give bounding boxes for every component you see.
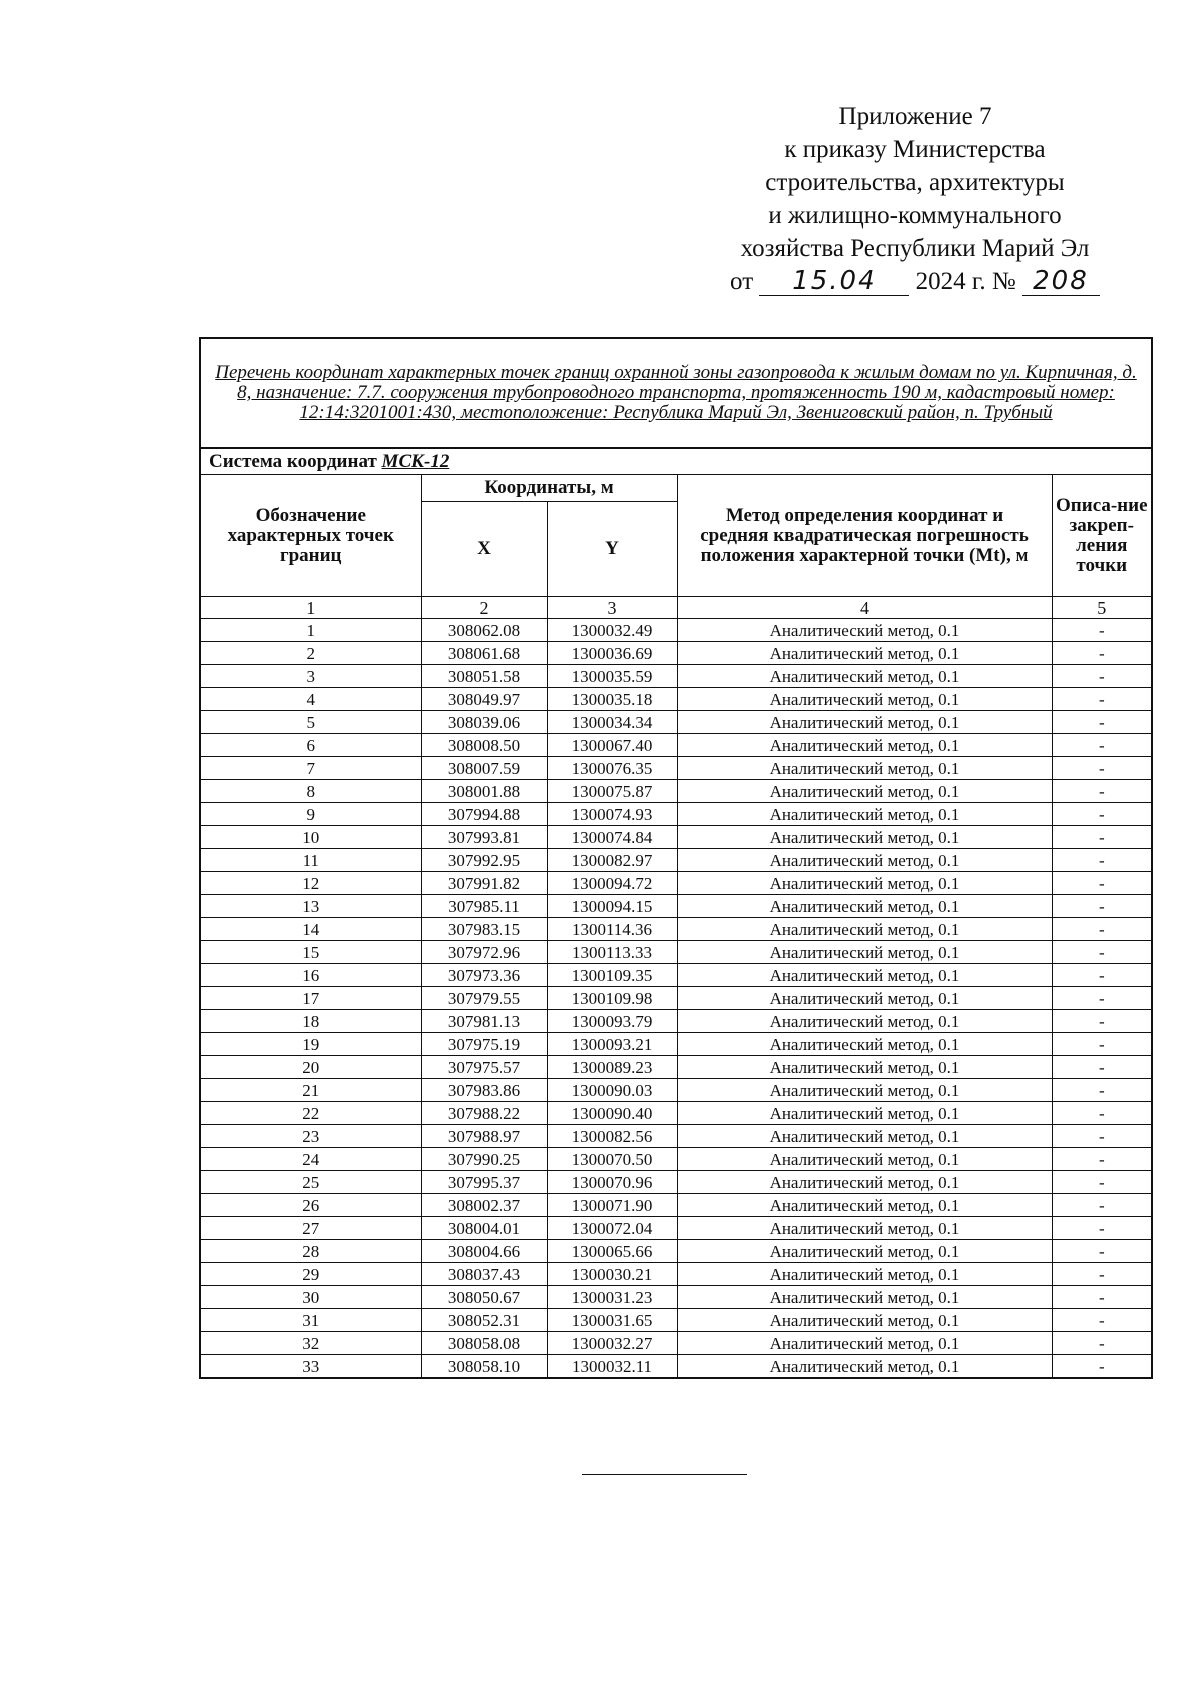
y-cell: 1300034.34 bbox=[547, 711, 677, 734]
x-cell: 308004.01 bbox=[421, 1217, 547, 1240]
table-row bbox=[200, 734, 1152, 757]
method-cell: Аналитический метод, 0.1 bbox=[677, 1332, 1052, 1355]
coordinate-system-label: Система координат bbox=[209, 450, 377, 472]
description-cell: - bbox=[1052, 849, 1152, 872]
description-cell: - bbox=[1052, 826, 1152, 849]
description-cell: - bbox=[1052, 1148, 1152, 1171]
table-row bbox=[200, 1286, 1152, 1309]
x-cell: 307993.81 bbox=[421, 826, 547, 849]
description-cell: - bbox=[1052, 1355, 1152, 1379]
method-cell: Аналитический метод, 0.1 bbox=[677, 849, 1052, 872]
y-cell: 1300032.49 bbox=[547, 619, 677, 642]
x-cell: 307981.13 bbox=[421, 1010, 547, 1033]
point-cell: 14 bbox=[200, 918, 421, 941]
point-cell: 1 bbox=[200, 619, 421, 642]
table-row bbox=[200, 619, 1152, 642]
method-cell: Аналитический метод, 0.1 bbox=[677, 734, 1052, 757]
table-row bbox=[200, 1010, 1152, 1033]
method-cell: Аналитический метод, 0.1 bbox=[677, 1240, 1052, 1263]
y-cell: 1300030.21 bbox=[547, 1263, 677, 1286]
description-cell: - bbox=[1052, 665, 1152, 688]
method-cell: Аналитический метод, 0.1 bbox=[677, 1102, 1052, 1125]
x-cell: 308049.97 bbox=[421, 688, 547, 711]
table-row bbox=[200, 803, 1152, 826]
header-x: X bbox=[421, 502, 547, 597]
point-cell: 19 bbox=[200, 1033, 421, 1056]
description-cell: - bbox=[1052, 642, 1152, 665]
y-cell: 1300093.79 bbox=[547, 1010, 677, 1033]
y-cell: 1300075.87 bbox=[547, 780, 677, 803]
description-cell: - bbox=[1052, 1171, 1152, 1194]
y-cell: 1300082.97 bbox=[547, 849, 677, 872]
y-cell: 1300089.23 bbox=[547, 1056, 677, 1079]
description-cell: - bbox=[1052, 1332, 1152, 1355]
y-cell: 1300035.18 bbox=[547, 688, 677, 711]
point-cell: 28 bbox=[200, 1240, 421, 1263]
method-cell: Аналитический метод, 0.1 bbox=[677, 872, 1052, 895]
x-cell: 308052.31 bbox=[421, 1309, 547, 1332]
x-cell: 307991.82 bbox=[421, 872, 547, 895]
method-cell: Аналитический метод, 0.1 bbox=[677, 987, 1052, 1010]
table-row bbox=[200, 757, 1152, 780]
description-cell: - bbox=[1052, 1217, 1152, 1240]
table-row bbox=[200, 872, 1152, 895]
point-cell: 21 bbox=[200, 1079, 421, 1102]
table-row bbox=[200, 918, 1152, 941]
x-cell: 308001.88 bbox=[421, 780, 547, 803]
handwritten-number: 208 bbox=[1033, 266, 1089, 296]
point-cell: 3 bbox=[200, 665, 421, 688]
x-cell: 307983.15 bbox=[421, 918, 547, 941]
x-cell: 308058.08 bbox=[421, 1332, 547, 1355]
point-cell: 31 bbox=[200, 1309, 421, 1332]
y-cell: 1300114.36 bbox=[547, 918, 677, 941]
point-cell: 32 bbox=[200, 1332, 421, 1355]
method-cell: Аналитический метод, 0.1 bbox=[677, 1125, 1052, 1148]
point-cell: 30 bbox=[200, 1286, 421, 1309]
y-cell: 1300094.72 bbox=[547, 872, 677, 895]
table-row bbox=[200, 1102, 1152, 1125]
x-cell: 308061.68 bbox=[421, 642, 547, 665]
description-cell: - bbox=[1052, 964, 1152, 987]
x-cell: 308050.67 bbox=[421, 1286, 547, 1309]
coordinates-table-body bbox=[200, 619, 1152, 1379]
column-number: 4 bbox=[677, 597, 1052, 619]
coordinate-system bbox=[200, 448, 1152, 475]
method-cell: Аналитический метод, 0.1 bbox=[677, 665, 1052, 688]
header-y: Y bbox=[547, 502, 677, 597]
description-cell: - bbox=[1052, 1309, 1152, 1332]
method-cell: Аналитический метод, 0.1 bbox=[677, 1286, 1052, 1309]
description-cell: - bbox=[1052, 1194, 1152, 1217]
y-cell: 1300070.96 bbox=[547, 1171, 677, 1194]
header-point-designation: Обозначение характерных точек границ bbox=[200, 475, 421, 597]
y-cell: 1300032.11 bbox=[547, 1355, 677, 1379]
method-cell: Аналитический метод, 0.1 bbox=[677, 1056, 1052, 1079]
table-row bbox=[200, 849, 1152, 872]
number-underline bbox=[1022, 268, 1100, 296]
point-cell: 4 bbox=[200, 688, 421, 711]
appendix-line-4: и жилищно-коммунального bbox=[768, 202, 1062, 229]
description-cell: - bbox=[1052, 872, 1152, 895]
table-row bbox=[200, 987, 1152, 1010]
point-cell: 33 bbox=[200, 1355, 421, 1379]
description-cell: - bbox=[1052, 941, 1152, 964]
x-cell: 307992.95 bbox=[421, 849, 547, 872]
table-row bbox=[200, 1332, 1152, 1355]
method-cell: Аналитический метод, 0.1 bbox=[677, 1033, 1052, 1056]
description-cell: - bbox=[1052, 1033, 1152, 1056]
method-cell: Аналитический метод, 0.1 bbox=[677, 1263, 1052, 1286]
point-cell: 26 bbox=[200, 1194, 421, 1217]
appendix-line-2: к приказу Министерства bbox=[784, 136, 1046, 163]
year-number-label: 2024 г. № bbox=[915, 268, 1016, 295]
appendix-line-3: строительства, архитектуры bbox=[765, 169, 1065, 196]
appendix-header bbox=[700, 100, 1130, 298]
description-cell: - bbox=[1052, 895, 1152, 918]
y-cell: 1300090.40 bbox=[547, 1102, 677, 1125]
x-cell: 308037.43 bbox=[421, 1263, 547, 1286]
header-description: Описа-ние закреп-ления точки bbox=[1052, 475, 1152, 597]
header-method: Метод определения координат и средняя квадратическая погрешность положения характерной точки (Mt), м bbox=[677, 475, 1052, 597]
x-cell: 308062.08 bbox=[421, 619, 547, 642]
table-row bbox=[200, 1240, 1152, 1263]
date-underline bbox=[759, 268, 909, 296]
y-cell: 1300071.90 bbox=[547, 1194, 677, 1217]
point-cell: 27 bbox=[200, 1217, 421, 1240]
y-cell: 1300031.23 bbox=[547, 1286, 677, 1309]
method-cell: Аналитический метод, 0.1 bbox=[677, 642, 1052, 665]
table-row bbox=[200, 780, 1152, 803]
x-cell: 307972.96 bbox=[421, 941, 547, 964]
y-cell: 1300072.04 bbox=[547, 1217, 677, 1240]
coordinates-table bbox=[199, 337, 1153, 1379]
point-cell: 20 bbox=[200, 1056, 421, 1079]
coordinate-system-value: МСК-12 bbox=[381, 450, 450, 472]
y-cell: 1300093.21 bbox=[547, 1033, 677, 1056]
method-cell: Аналитический метод, 0.1 bbox=[677, 1010, 1052, 1033]
appendix-line-5: хозяйства Республики Марий Эл bbox=[740, 235, 1090, 262]
y-cell: 1300109.98 bbox=[547, 987, 677, 1010]
description-cell: - bbox=[1052, 918, 1152, 941]
x-cell: 308051.58 bbox=[421, 665, 547, 688]
x-cell: 307988.97 bbox=[421, 1125, 547, 1148]
table-row bbox=[200, 1033, 1152, 1056]
method-cell: Аналитический метод, 0.1 bbox=[677, 1355, 1052, 1379]
column-number: 5 bbox=[1052, 597, 1152, 619]
table-row bbox=[200, 895, 1152, 918]
table-row bbox=[200, 1194, 1152, 1217]
x-cell: 307973.36 bbox=[421, 964, 547, 987]
point-cell: 11 bbox=[200, 849, 421, 872]
table-row bbox=[200, 1079, 1152, 1102]
method-cell: Аналитический метод, 0.1 bbox=[677, 711, 1052, 734]
point-cell: 15 bbox=[200, 941, 421, 964]
method-cell: Аналитический метод, 0.1 bbox=[677, 1309, 1052, 1332]
x-cell: 308058.10 bbox=[421, 1355, 547, 1379]
point-cell: 23 bbox=[200, 1125, 421, 1148]
description-cell: - bbox=[1052, 711, 1152, 734]
method-cell: Аналитический метод, 0.1 bbox=[677, 757, 1052, 780]
point-cell: 2 bbox=[200, 642, 421, 665]
point-cell: 13 bbox=[200, 895, 421, 918]
y-cell: 1300065.66 bbox=[547, 1240, 677, 1263]
y-cell: 1300090.03 bbox=[547, 1079, 677, 1102]
x-cell: 307995.37 bbox=[421, 1171, 547, 1194]
table-title: Перечень координат характерных точек границ охранной зоны газопровода к жилым домам по ул. Кирпичная, д. 8, назначение: 7.7. сооружения трубопроводного транспорта, протяженность 190 м, кадастровый номер: 12:14:3201001:430, местоположение: Республика Марий Эл, Звениговский район, п. Трубный bbox=[200, 338, 1152, 448]
description-cell: - bbox=[1052, 780, 1152, 803]
y-cell: 1300082.56 bbox=[547, 1125, 677, 1148]
point-cell: 12 bbox=[200, 872, 421, 895]
appendix-date-line bbox=[700, 265, 1130, 298]
x-cell: 307983.86 bbox=[421, 1079, 547, 1102]
y-cell: 1300070.50 bbox=[547, 1148, 677, 1171]
appendix-line-1: Приложение 7 bbox=[838, 103, 992, 130]
method-cell: Аналитический метод, 0.1 bbox=[677, 619, 1052, 642]
description-cell: - bbox=[1052, 1079, 1152, 1102]
x-cell: 307990.25 bbox=[421, 1148, 547, 1171]
table-row bbox=[200, 1355, 1152, 1379]
description-cell: - bbox=[1052, 987, 1152, 1010]
point-cell: 7 bbox=[200, 757, 421, 780]
date-prefix: от bbox=[730, 268, 754, 295]
column-number: 3 bbox=[547, 597, 677, 619]
x-cell: 308007.59 bbox=[421, 757, 547, 780]
method-cell: Аналитический метод, 0.1 bbox=[677, 803, 1052, 826]
description-cell: - bbox=[1052, 803, 1152, 826]
method-cell: Аналитический метод, 0.1 bbox=[677, 964, 1052, 987]
table-row bbox=[200, 642, 1152, 665]
y-cell: 1300031.65 bbox=[547, 1309, 677, 1332]
y-cell: 1300074.93 bbox=[547, 803, 677, 826]
x-cell: 308004.66 bbox=[421, 1240, 547, 1263]
point-cell: 17 bbox=[200, 987, 421, 1010]
description-cell: - bbox=[1052, 757, 1152, 780]
table-row bbox=[200, 1056, 1152, 1079]
point-cell: 22 bbox=[200, 1102, 421, 1125]
point-cell: 10 bbox=[200, 826, 421, 849]
method-cell: Аналитический метод, 0.1 bbox=[677, 1171, 1052, 1194]
point-cell: 29 bbox=[200, 1263, 421, 1286]
column-number: 1 bbox=[200, 597, 421, 619]
point-cell: 24 bbox=[200, 1148, 421, 1171]
y-cell: 1300032.27 bbox=[547, 1332, 677, 1355]
table-row bbox=[200, 964, 1152, 987]
column-number: 2 bbox=[421, 597, 547, 619]
closing-rule bbox=[582, 1474, 747, 1475]
table-row bbox=[200, 826, 1152, 849]
description-cell: - bbox=[1052, 688, 1152, 711]
header-coordinates: Координаты, м bbox=[421, 475, 677, 502]
method-cell: Аналитический метод, 0.1 bbox=[677, 1194, 1052, 1217]
y-cell: 1300076.35 bbox=[547, 757, 677, 780]
point-cell: 16 bbox=[200, 964, 421, 987]
method-cell: Аналитический метод, 0.1 bbox=[677, 941, 1052, 964]
handwritten-date: 15.04 bbox=[792, 266, 877, 296]
method-cell: Аналитический метод, 0.1 bbox=[677, 1079, 1052, 1102]
y-cell: 1300074.84 bbox=[547, 826, 677, 849]
description-cell: - bbox=[1052, 1010, 1152, 1033]
x-cell: 307994.88 bbox=[421, 803, 547, 826]
table-row bbox=[200, 1148, 1152, 1171]
method-cell: Аналитический метод, 0.1 bbox=[677, 918, 1052, 941]
table-row bbox=[200, 688, 1152, 711]
x-cell: 308002.37 bbox=[421, 1194, 547, 1217]
x-cell: 308008.50 bbox=[421, 734, 547, 757]
y-cell: 1300036.69 bbox=[547, 642, 677, 665]
x-cell: 307988.22 bbox=[421, 1102, 547, 1125]
table-row bbox=[200, 1263, 1152, 1286]
method-cell: Аналитический метод, 0.1 bbox=[677, 895, 1052, 918]
description-cell: - bbox=[1052, 1125, 1152, 1148]
y-cell: 1300113.33 bbox=[547, 941, 677, 964]
y-cell: 1300109.35 bbox=[547, 964, 677, 987]
description-cell: - bbox=[1052, 1102, 1152, 1125]
table-row bbox=[200, 1217, 1152, 1240]
point-cell: 5 bbox=[200, 711, 421, 734]
table-row bbox=[200, 1171, 1152, 1194]
point-cell: 8 bbox=[200, 780, 421, 803]
y-cell: 1300035.59 bbox=[547, 665, 677, 688]
x-cell: 307975.19 bbox=[421, 1033, 547, 1056]
point-cell: 9 bbox=[200, 803, 421, 826]
x-cell: 307975.57 bbox=[421, 1056, 547, 1079]
x-cell: 307979.55 bbox=[421, 987, 547, 1010]
method-cell: Аналитический метод, 0.1 bbox=[677, 780, 1052, 803]
description-cell: - bbox=[1052, 1056, 1152, 1079]
method-cell: Аналитический метод, 0.1 bbox=[677, 826, 1052, 849]
point-cell: 18 bbox=[200, 1010, 421, 1033]
method-cell: Аналитический метод, 0.1 bbox=[677, 1217, 1052, 1240]
description-cell: - bbox=[1052, 1263, 1152, 1286]
x-cell: 308039.06 bbox=[421, 711, 547, 734]
table-row bbox=[200, 1125, 1152, 1148]
description-cell: - bbox=[1052, 1240, 1152, 1263]
method-cell: Аналитический метод, 0.1 bbox=[677, 688, 1052, 711]
table-row bbox=[200, 665, 1152, 688]
table-row bbox=[200, 941, 1152, 964]
description-cell: - bbox=[1052, 1286, 1152, 1309]
point-cell: 25 bbox=[200, 1171, 421, 1194]
method-cell: Аналитический метод, 0.1 bbox=[677, 1148, 1052, 1171]
y-cell: 1300067.40 bbox=[547, 734, 677, 757]
description-cell: - bbox=[1052, 619, 1152, 642]
y-cell: 1300094.15 bbox=[547, 895, 677, 918]
table-row bbox=[200, 711, 1152, 734]
x-cell: 307985.11 bbox=[421, 895, 547, 918]
description-cell: - bbox=[1052, 734, 1152, 757]
table-row bbox=[200, 1309, 1152, 1332]
point-cell: 6 bbox=[200, 734, 421, 757]
